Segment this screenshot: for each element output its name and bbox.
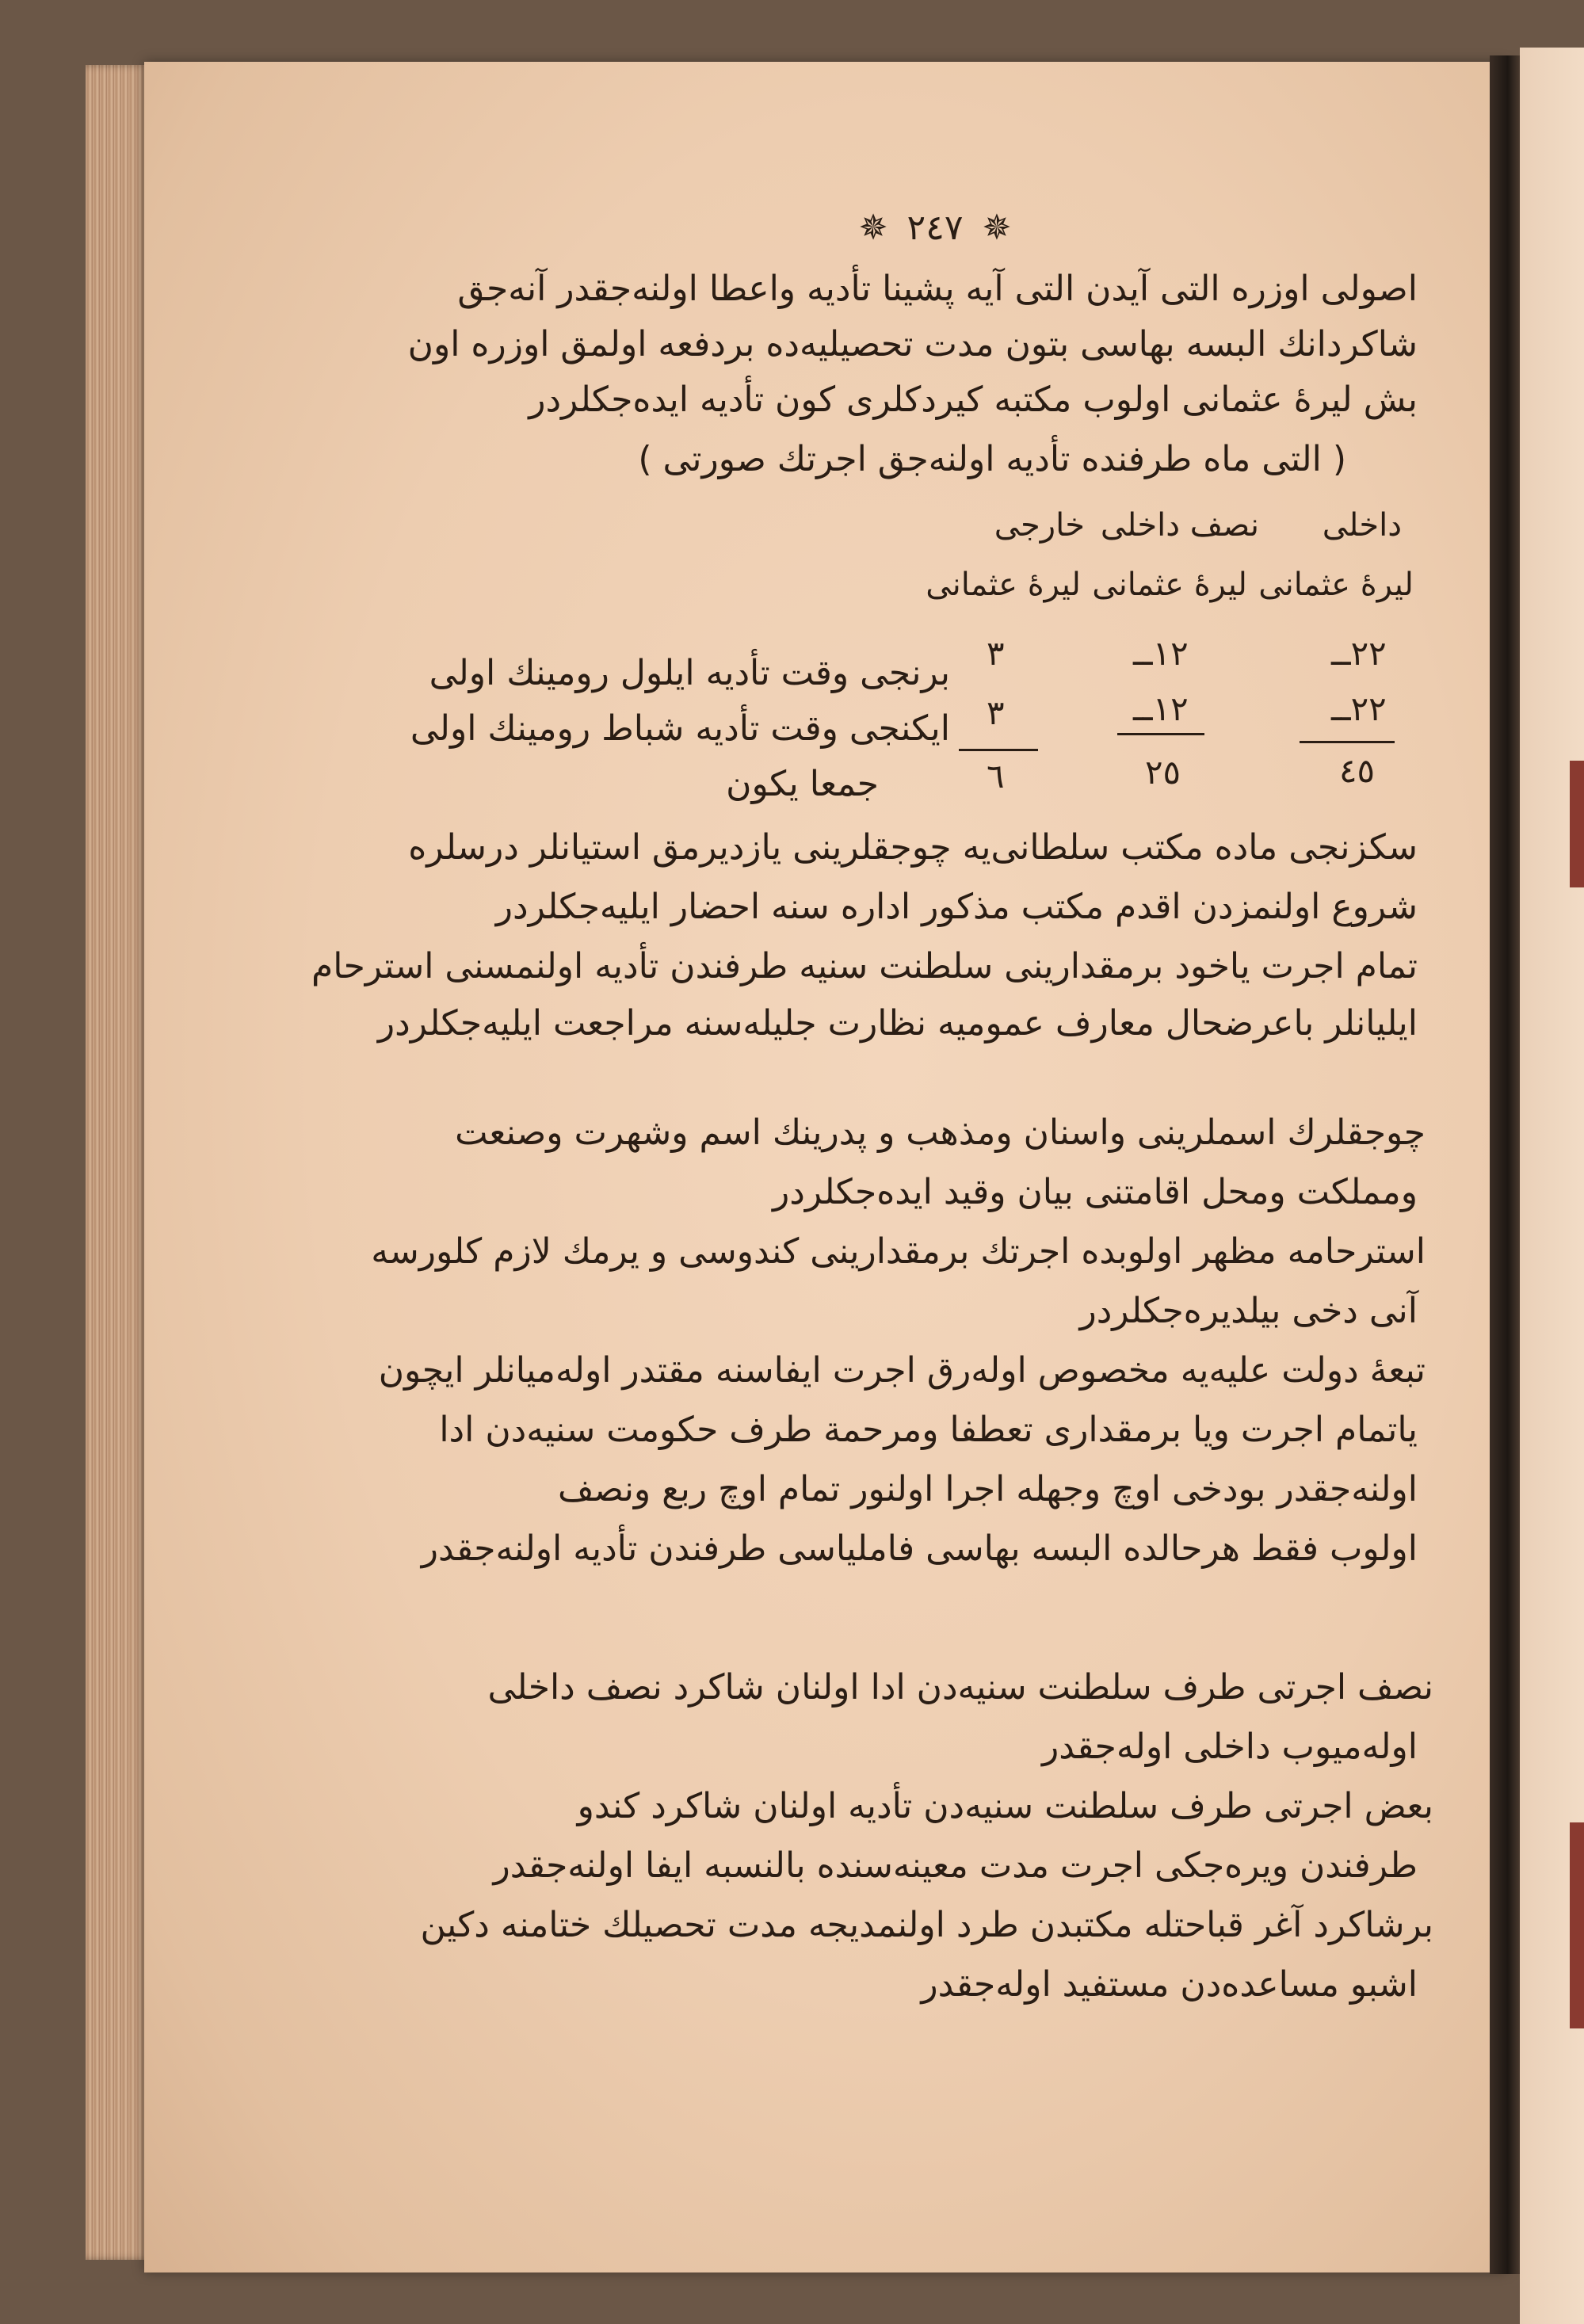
text-line: یاتمام اجرت ویا برمقداری تعطفا ومرحمة طرف حکومت سنیه‌دن ادا: [439, 1410, 1418, 1450]
text-line: شاکردانك البسه بهاسی بتون مدت تحصیلیه‌ده بردفعه اولمق اوزره اون: [407, 324, 1418, 364]
col-unit: لیرۀ عثمانی: [1258, 567, 1414, 603]
table-row-label: ایکنجی وقت تأدیه شباط رومینك اولی: [410, 708, 950, 749]
col-header-kharici: خارجی: [994, 507, 1085, 544]
table-total-label: جمعا یکون: [726, 764, 879, 804]
text-line: ایلیانلر باعرضحال معارف عمومیه نظارت جلیله‌سنه مراجعت ایلیه‌جکلردر: [377, 1003, 1418, 1044]
table-caption: ( التی ماه طرفنده تأدیه اولنه‌جق اجرتك صورتی ): [638, 439, 1346, 479]
book-gutter: [1490, 55, 1520, 2274]
text-line: بعض اجرتی طرف سلطنت سنیه‌دن تأدیه اولنان شاکرد کندو: [577, 1786, 1433, 1826]
ornament-left: ✵: [858, 208, 888, 248]
adjacent-page-edge: [1520, 48, 1584, 2324]
red-edge-tab: [1570, 761, 1584, 887]
ornament-right: ✵: [982, 208, 1012, 248]
table-cell: ۲۲ــ: [1331, 689, 1387, 728]
text-line: اصولی اوزره التی آیدن التی آیه پشینا تأدیه واعطا اولنه‌جقدر آنه‌جق: [457, 269, 1418, 309]
text-line: طرفندن ویره‌جکی اجرت مدت معینه‌سنده بالنسبه ایفا اولنه‌جقدر: [493, 1845, 1418, 1886]
table-cell: ۱۲ــ: [1133, 634, 1189, 673]
text-line: تبعۀ دولت علیه‌یه مخصوص اوله‌رق اجرت ایفاسنه مقتدر اوله‌میانلر ایچون: [378, 1350, 1426, 1391]
text-line: بش لیرۀ عثمانی اولوب مکتبه کیردکلری کون تأدیه ایده‌جکلردر: [529, 380, 1418, 420]
table-total: ۲٥: [1145, 753, 1181, 792]
sum-rule: [1117, 733, 1204, 735]
table-cell: ۳: [987, 634, 1005, 673]
text-line: اشبو مساعده‌دن مستفید اوله‌جقدر: [921, 1964, 1418, 2005]
text-line: شروع اولنمزدن اقدم مکتب مذکور اداره سنه احضار ایلیه‌جکلردر: [495, 887, 1418, 927]
table-cell: ۲۲ــ: [1331, 634, 1387, 673]
sum-rule: [959, 749, 1038, 751]
text-line: اولوب فقط هرحالده البسه بهاسی فاملیاسی طرفندن تأدیه اولنه‌جقدر: [421, 1528, 1418, 1569]
table-total: ٤٥: [1339, 751, 1376, 790]
text-line: استرحامه مظهر اولوبده اجرتك برمقدارینی کندوسی و یرمك لازم کلورسه: [371, 1231, 1426, 1272]
page-header: [856, 208, 1014, 248]
table-cell: ۳: [987, 693, 1005, 732]
table-row-label: برنجی وقت تأدیه ایلول رومینك اولی: [429, 653, 950, 693]
page-number: ۲٤٧: [907, 208, 964, 248]
col-unit: لیرۀ عثمانی: [1092, 567, 1247, 603]
table-cell: ۱۲ــ: [1133, 689, 1189, 728]
text-line: چوجقلرك اسملرینی واسنان ومذهب و پدرینك اسم وشهرت وصنعت: [455, 1112, 1426, 1153]
text-line: آنی دخی بیلدیره‌جکلردر: [1079, 1291, 1418, 1331]
text-line: تمام اجرت یاخود برمقدارینی سلطنت سنیه طرفندن تأدیه اولنمسنی استرحام: [311, 946, 1418, 986]
table-total: ٦: [987, 757, 1005, 796]
text-line: سکزنجی ماده مکتب سلطانی‌یه چوجقلرینی یازدیرمق استیانلر درسلره: [408, 827, 1418, 868]
col-header-dakhili: داخلی: [1322, 507, 1402, 544]
sum-rule: [1300, 741, 1395, 743]
text-line: ومملکت ومحل اقامتنی بیان وقید ایده‌جکلردر: [773, 1172, 1418, 1212]
red-edge-tab: [1570, 1822, 1584, 2028]
col-header-nisf-dakhili: نصف داخلی: [1100, 507, 1259, 544]
text-line: برشاکرد آغر قباحتله مکتبدن طرد اولنمدیجه مدت تحصیلك ختامنه دکین: [420, 1905, 1433, 1945]
col-unit: لیرۀ عثمانی: [926, 567, 1081, 603]
page-edges-left: [86, 65, 149, 2260]
text-line: اوله‌میوب داخلی اوله‌جقدر: [1042, 1727, 1418, 1767]
text-line: اولنه‌جقدر بودخی اوچ وجهله اجرا اولنور تمام اوچ ربع ونصف: [557, 1469, 1418, 1509]
text-line: نصف اجرتی طرف سلطنت سنیه‌دن ادا اولنان شاکرد نصف داخلی: [487, 1667, 1433, 1708]
